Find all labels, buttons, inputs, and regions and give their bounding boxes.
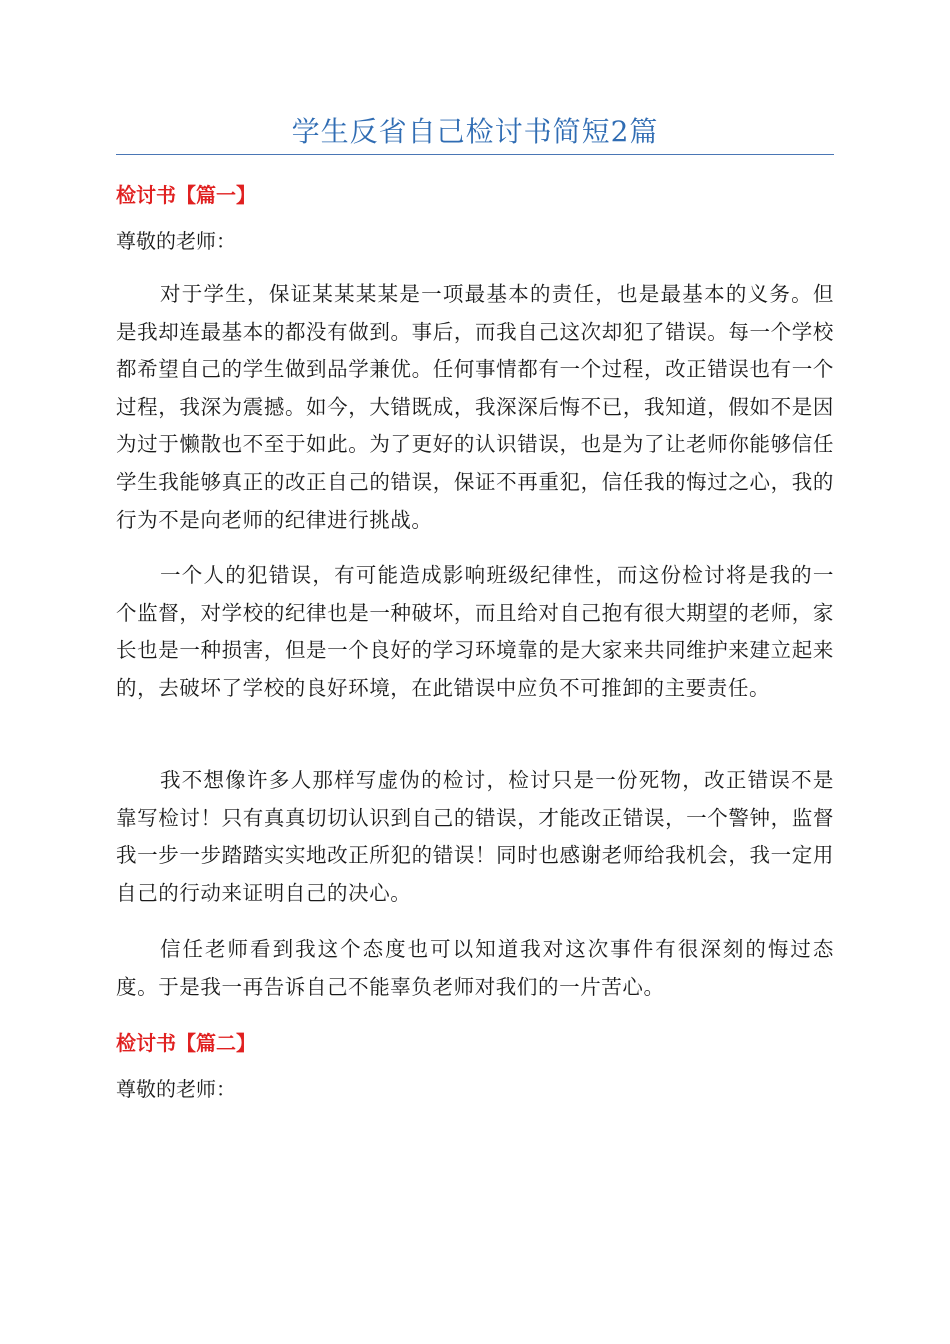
title-underline bbox=[116, 154, 834, 155]
salutation-1: 尊敬的老师： bbox=[116, 229, 236, 253]
paragraph-2: 一个人的犯错误，有可能造成影响班级纪律性，而这份检讨将是我的一个监督，对学校的纪律也是一种破坏，而且给对自己抱有很大期望的老师，家长也是一种损害，但是一个良好的学习环境靠的是大家来共同维护来建立起来的，去破坏了学校的良好环境，在此错误中应负不可推卸的主要责任。 bbox=[116, 563, 834, 700]
paragraph-1: 对于学生，保证某某某某是一项最基本的责任，也是最基本的义务。但是我却连最基本的都没有做到。事后，而我自己这次却犯了错误。每一个学校都希望自己的学生做到品学兼优。任何事情都有一个过程，改正错误也有一个过程，我深为震撼。如今，大错既成，我深深后悔不已，我知道，假如不是因为过于懒散也不至于如此。为了更好的认识错误，也是为了让老师你能够信任学生我能够真正的改正自己的错误，保证不再重犯，信任我的悔过之心，我的行为不是向老师的纪律进行挑战。 bbox=[116, 282, 834, 532]
section-heading-2: 检讨书【篇二】 bbox=[116, 1031, 256, 1055]
paragraph-4: 信任老师看到我这个态度也可以知道我对这次事件有很深刻的悔过态度。于是我一再告诉自己不能辜负老师对我们的一片苦心。 bbox=[116, 937, 834, 999]
section-heading-1: 检讨书【篇一】 bbox=[116, 183, 256, 207]
document-title: 学生反省自己检讨书简短2篇 bbox=[291, 115, 659, 148]
salutation-2: 尊敬的老师： bbox=[116, 1077, 236, 1101]
paragraph-3: 我不想像许多人那样写虚伪的检讨，检讨只是一份死物，改正错误不是靠写检讨！只有真真切切认识到自己的错误，才能改正错误，一个警钟，监督我一步一步踏踏实实地改正所犯的错误！同时也感谢老师给我机会，我一定用自己的行动来证明自己的决心。 bbox=[116, 768, 834, 905]
